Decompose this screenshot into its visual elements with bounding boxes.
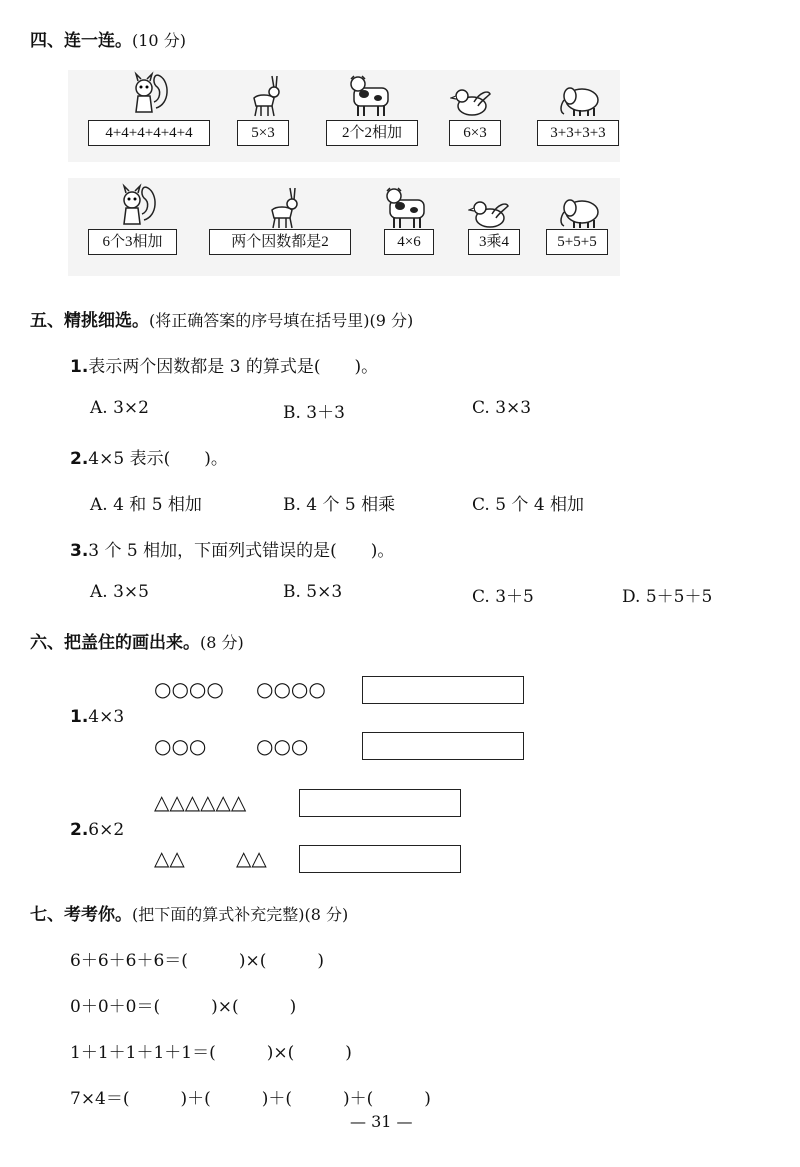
answer-box-2a[interactable] [299, 789, 461, 817]
answer-box-2b[interactable] [299, 845, 461, 873]
q3-option-a: A. 3×5 [90, 582, 149, 602]
q2-option-b: B. 4 个 5 相乘 [283, 495, 396, 515]
circles-row-1b: ○○○○ [256, 677, 326, 701]
row1-box-4[interactable]: 6×3 [449, 120, 501, 146]
q1-option-b: B. 3＋3 [283, 403, 345, 423]
q3-option-c: C. 3＋5 [472, 587, 534, 607]
section5-heading [30, 306, 413, 331]
squirrel-icon [126, 68, 172, 118]
q3-option-d: D. 5＋5＋5 [622, 587, 713, 607]
q3-option-b: B. 5×3 [283, 582, 343, 602]
section5-title: 五、精挑细选。 [30, 311, 149, 331]
section7-heading [30, 900, 348, 925]
item-1-label [70, 707, 124, 727]
question-3-number: 3. [70, 541, 89, 561]
row1-box-1[interactable]: 4+4+4+4+4+4 [88, 120, 210, 146]
row1-box-5[interactable]: 3+3+3+3 [537, 120, 619, 146]
row2-box-3[interactable]: 4×6 [384, 229, 434, 255]
row1-box-3[interactable]: 2个2相加 [326, 120, 418, 146]
row2-box-5[interactable]: 5+5+5 [546, 229, 608, 255]
q1-option-a: A. 3×2 [90, 398, 149, 418]
circles-row-2b: ○○○ [256, 734, 309, 758]
item-1-number: 1. [70, 707, 89, 727]
equation-2[interactable]: 0＋0＋0＝( )×( ) [70, 997, 297, 1017]
page-number: — 31 — [350, 1112, 413, 1131]
squirrel-icon [114, 180, 160, 230]
equation-1[interactable]: 6＋6＋6＋6＝( )×( ) [70, 951, 325, 971]
row2-box-2[interactable]: 两个因数都是2 [209, 229, 351, 255]
equation-3[interactable]: 1＋1＋1＋1＋1＝( )×( ) [70, 1043, 352, 1063]
section7-note: (把下面的算式补充完整)(8 分) [132, 905, 349, 924]
deer-icon [262, 184, 308, 230]
q1-option-c: C. 3×3 [472, 398, 532, 418]
triangles-row-2a: △△ [154, 846, 185, 870]
question-1 [70, 352, 378, 377]
triangles-row-1: △△△△△△ [154, 790, 247, 814]
q2-option-a: A. 4 和 5 相加 [90, 495, 202, 515]
item-2-label [70, 820, 124, 840]
section5-note: (将正确答案的序号填在括号里)(9 分) [149, 311, 414, 330]
question-3-text[interactable]: 3 个 5 相加，下面列式错误的是( )。 [88, 541, 395, 561]
section6-score: (8 分) [200, 633, 244, 652]
question-1-text[interactable]: 表示两个因数都是 3 的算式是( )。 [88, 357, 379, 377]
question-1-number: 1. [70, 357, 89, 377]
question-3 [70, 536, 394, 561]
item-2-number: 2. [70, 820, 89, 840]
triangles-row-2b: △△ [236, 846, 267, 870]
equation-4[interactable]: 7×4＝( )＋( )＋( )＋( ) [70, 1089, 431, 1109]
row2-box-1[interactable]: 6个3相加 [88, 229, 177, 255]
cow-icon [384, 186, 432, 230]
item-2-expr: 6×2 [88, 820, 125, 840]
section6-heading [30, 628, 244, 653]
answer-box-1b[interactable] [362, 732, 524, 760]
bird-icon [450, 84, 492, 118]
circles-row-2a: ○○○ [154, 734, 207, 758]
question-2 [70, 444, 228, 469]
elephant-icon [556, 82, 602, 118]
circles-row-1a: ○○○○ [154, 677, 224, 701]
bird-icon [468, 196, 510, 230]
answer-box-1a[interactable] [362, 676, 524, 704]
deer-icon [244, 72, 290, 118]
section7-title: 七、考考你。 [30, 905, 132, 925]
item-1-expr: 4×3 [88, 707, 125, 727]
section6-title: 六、把盖住的画出来。 [30, 633, 200, 653]
cow-icon [348, 74, 396, 118]
section4-score: (10 分) [132, 31, 186, 50]
row2-box-4[interactable]: 3乘4 [468, 229, 520, 255]
q2-option-c: C. 5 个 4 相加 [472, 495, 585, 515]
question-2-number: 2. [70, 449, 89, 469]
section4-title: 四、连一连。 [30, 31, 132, 51]
question-2-text[interactable]: 4×5 表示( )。 [88, 449, 228, 469]
row1-box-2[interactable]: 5×3 [237, 120, 289, 146]
elephant-icon [556, 194, 602, 230]
section4-heading [30, 26, 186, 51]
